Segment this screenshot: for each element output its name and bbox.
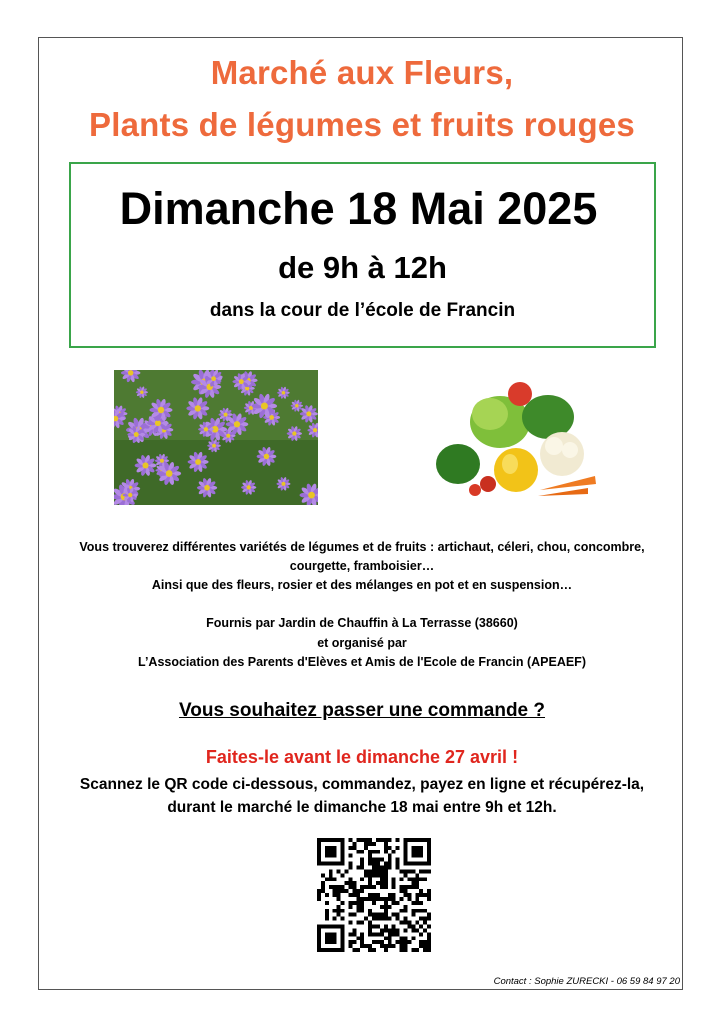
organized-text: et organisé par xyxy=(317,636,407,650)
flowers-photo xyxy=(114,370,318,505)
qr-code[interactable] xyxy=(317,838,431,952)
event-hours: de 9h à 12h xyxy=(278,250,447,285)
info-line-1: Vous trouverez différentes variétés de légumes et de fruits : artichaut, céleri, chou, concombre, xyxy=(79,540,645,554)
event-place: dans la cour de l’école de Francin xyxy=(209,300,516,321)
vegetables-photo xyxy=(430,372,610,502)
scan-line-1: Scannez le QR code ci-dessous, commandez, payez en ligne et récupérez-la, xyxy=(79,776,645,793)
title-line-2: Plants de légumes et fruits rouges xyxy=(89,106,635,143)
order-deadline: Faites-le avant le dimanche 27 avril ! xyxy=(205,747,519,767)
info-line-3: Ainsi que des fleurs, rosier et des mélanges en pot et en suspension… xyxy=(151,578,573,592)
info-line-2: courgette, framboisier… xyxy=(289,559,435,573)
scan-line-2: durant le marché le dimanche 18 mai entre 9h et 12h. xyxy=(167,799,557,816)
event-date: Dimanche 18 Mai 2025 xyxy=(119,183,598,234)
contact-text: Contact : Sophie ZURECKI - 06 59 84 97 20 xyxy=(493,976,680,987)
order-question: Vous souhaitez passer une commande ? xyxy=(178,700,546,721)
date-box xyxy=(69,162,656,348)
association-text: L’Association des Parents d'Elèves et Amis de l'Ecole de Francin (APEAEF) xyxy=(138,655,586,669)
supplier-text: Fournis par Jardin de Chauffin à La Terrasse (38660) xyxy=(206,616,518,630)
title-line-1: Marché aux Fleurs, xyxy=(210,54,514,91)
